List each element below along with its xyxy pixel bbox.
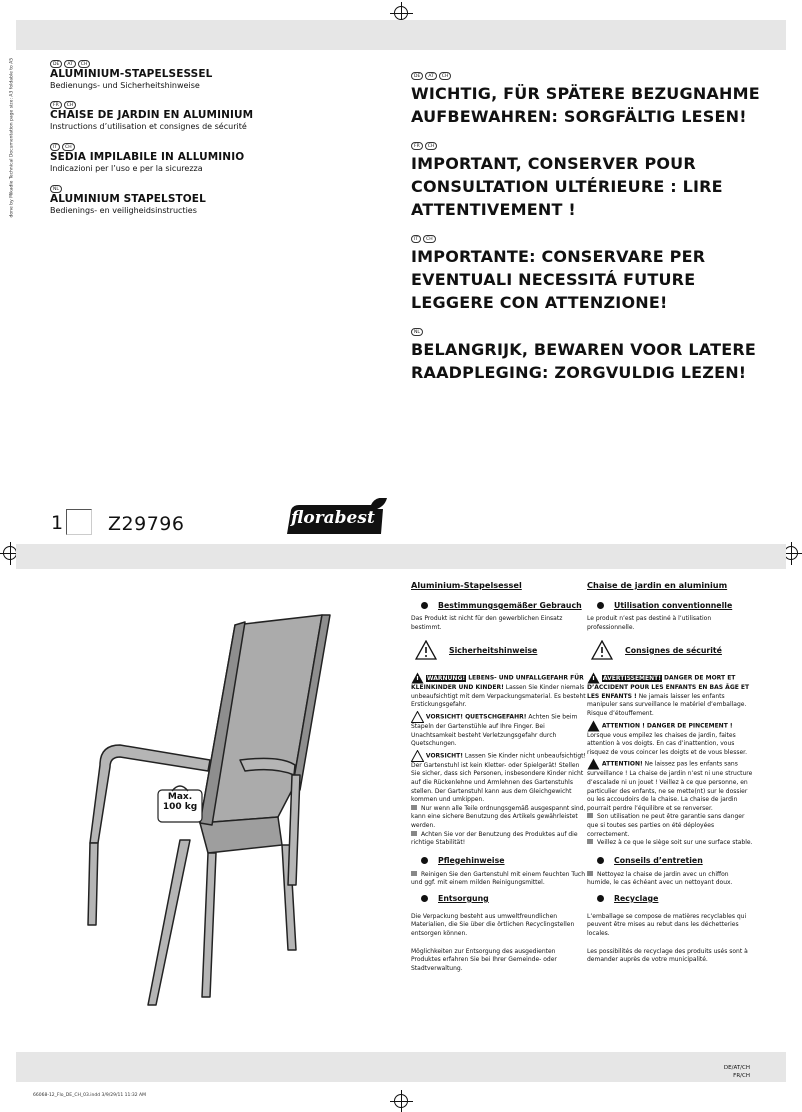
warning-text: AVERTISSEMENT! DANGER DE MORT ET D’ACCIDENT POUR LES ENFANTS EN BAS ÂGE ET LES ENFANTS ! Ne jamais laisser les enfants manipuler sans surveillance le matériel d’emballage. Risque d’étouffement.: [587, 672, 753, 718]
load-label-line2: 100 kg: [162, 802, 198, 812]
quantity-box: [66, 509, 92, 535]
warning-triangle-icon: [591, 640, 613, 660]
product-subtitle: Bedienungs- und Sicherheitshinweise: [50, 81, 200, 90]
title-nl: [50, 185, 380, 215]
safety-title: Sicherheitshinweise: [411, 640, 587, 660]
fr-column: [587, 580, 753, 965]
bullet-point: Achten Sie vor der Benutzung des Produktes auf die richtige Stabilität!: [411, 830, 578, 847]
title-fr: [50, 101, 380, 131]
top-band: [16, 20, 786, 50]
product-title: CHAISE DE JARDIN EN ALUMINIUM: [50, 109, 254, 121]
disposal-text: Die Verpackung besteht aus umweltfreundlichen Materialien, die Sie über die örtlichen Recyclingstellen entsorgen können.: [411, 912, 575, 938]
load-label: [158, 792, 202, 812]
intended-use-text: Das Produkt ist nicht für den gewerblichen Einsatz bestimmt.: [411, 615, 563, 631]
product-title: SEDIA IMPILABILE IN ALLUMINIO: [50, 151, 245, 163]
caution-text: VORSICHT! Lassen Sie Kinder nicht unbeaufsichtigt! Der Gartenstuhl ist kein Kletter- oder Spielgerät! Stellen Sie sicher, dass sich Personen, insbesondere Kinder nicht auf die Rückenlehne und Armlehnen des Gartenstuhls stellen. Der Gartenstuhl kann aus dem Gleichgewicht kommen und umkippen.: [411, 750, 587, 805]
footer-lang-codes-1: DE/AT/CH: [723, 1065, 750, 1071]
section-title: Utilisation conventionnelle: [587, 601, 753, 610]
crush-warning: VORSICHT! QUETSCHGEFAHR! Achten Sie beim Stapeln der Gartenstühle auf Ihre Finger. Bei Unachtsamkeit besteht Verletzungsgefahr durch Quetschungen.: [411, 711, 587, 749]
load-label-line1: Max.: [167, 792, 193, 802]
product-subtitle: Bedienings- en veiligheidsinstructies: [50, 206, 197, 215]
de-column: [411, 580, 587, 973]
bullet-point: Nettoyez la chaise de jardin avec un chiffon humide, le cas échéant avec un nettoyant doux.: [587, 870, 733, 887]
badge: CH: [439, 72, 452, 80]
bullet-point: Son utilisation ne peut être garantie sans danger que si toutes ses parties on été déployées correctement.: [587, 813, 745, 838]
badges-nl: [50, 185, 380, 193]
bullet-square-icon: [587, 813, 593, 818]
disposal-text: L’emballage se compose de matières recyclables qui peuvent être mises au rebut dans les déchetteries locales.: [587, 912, 747, 938]
bullet-icon: [597, 857, 604, 864]
badge: FR: [50, 101, 62, 109]
keep-notices: [411, 72, 781, 384]
registration-mark-right: [784, 546, 798, 560]
keep-notice-nl: BELANGRIJK, BEWAREN VOOR LATERE RAADPLEGING: ZORGVULDIG LEZEN!: [411, 340, 756, 382]
section-title: Bestimmungsgemäßer Gebrauch: [411, 601, 587, 610]
bullet-icon: [421, 857, 428, 864]
title-block: [50, 60, 380, 215]
bullet-square-icon: [411, 805, 417, 810]
badges-de: [411, 72, 781, 80]
badge: DE: [50, 60, 62, 68]
badge: CH: [423, 235, 436, 243]
brand-logo: [285, 498, 389, 534]
warning-icon: [411, 672, 424, 684]
chair-illustration: [60, 585, 345, 1020]
product-title: ALUMINIUM-STAPELSESSEL: [50, 68, 213, 80]
badge: AT: [64, 60, 75, 68]
bullet-icon: [597, 895, 604, 902]
bullet-icon: [597, 602, 604, 609]
article-number: Z29796: [108, 513, 185, 535]
section-title: Entsorgung: [411, 894, 587, 903]
registration-mark-top: [394, 6, 408, 20]
bottom-band: [16, 1052, 786, 1082]
section-title: Conseils d’entretien: [587, 856, 753, 865]
badge: IT: [411, 235, 421, 243]
product-title: ALUMINIUM STAPELSTOEL: [50, 193, 206, 205]
bullet-point: Reinigen Sie den Gartenstuhl mit einem feuchten Tuch und ggf. mit einem milden Reinigungsmittel.: [411, 870, 586, 887]
column-heading: Chaise de jardin en aluminium: [587, 580, 728, 590]
pinch-warning: ATTENTION ! DANGER DE PINCEMENT ! Lorsque vous empilez les chaises de jardin, faites attention à vos doigts. En cas d’inattention, vous risquez de vous coincer les doigts et de vous blesser.: [587, 720, 753, 758]
warning-icon: [587, 720, 600, 732]
product-subtitle: Instructions d’utilisation et consignes de sécurité: [50, 122, 247, 131]
badge: DE: [411, 72, 423, 80]
keep-notice-de: WICHTIG, FÜR SPÄTERE BEZUGNAHME AUFBEWAHREN: SORGFÄLTIG LESEN!: [411, 84, 760, 126]
badges-fr: [411, 142, 781, 150]
badge: AT: [425, 72, 436, 80]
badges-it: [50, 143, 380, 151]
keep-notice-fr: IMPORTANT, CONSERVER POUR CONSULTATION ULTÉRIEURE : LIRE ATTENTIVEMENT !: [411, 154, 723, 219]
warning-icon: [587, 672, 600, 684]
keep-notice-it: IMPORTANTE: CONSERVARE PER EVENTUALI NECESSITÁ FUTURE LEGGERE CON ATTENZIONE!: [411, 247, 706, 312]
disposal-text: Möglichkeiten zur Entsorgung des ausgedienten Produktes erfahren Sie bei Ihrer Gemeinde- oder Stadtverwaltung.: [411, 947, 557, 972]
badge: NL: [50, 185, 62, 193]
badges-fr: [50, 101, 380, 109]
disposal-text: Les possibilités de recyclage des produits usés sont à demander auprès de votre municipalité.: [587, 947, 748, 964]
badges-nl: [411, 328, 781, 336]
badge: CH: [425, 142, 438, 150]
bullet-point: Veillez à ce que le siège soit sur une surface stable.: [587, 839, 753, 848]
warning-text: WARNUNG! LEBENS- UND UNFALLGEFAHR FÜR KLEINKINDER UND KINDER! Lassen Sie Kinder niemals unbeaufsichtigt mit dem Verpackungsmaterial. Es besteht Erstickungsgefahr.: [411, 672, 587, 710]
caution-text: ATTENTION! Ne laissez pas les enfants sans surveillance ! La chaise de jardin n’est ni une structure d’escalade ni un jouet ! Veillez à ce que personne, en particulier des enfants, ne se mette(nt) sur le dossier ou les accoudoirs de la chaise. La chaise de jardin pourrait perdre l’équilibre et se renverser.: [587, 758, 753, 813]
title-it: [50, 143, 380, 173]
footer-lang-codes: [700, 1064, 750, 1080]
warning-icon: [587, 758, 600, 770]
caution-icon: [411, 750, 424, 762]
bullet-point: Nur wenn alle Teile ordnungsgemäß ausgespannt sind, kann eine sichere Benutzung des Artikels gewährleistet werden.: [411, 804, 586, 829]
bullet-icon: [421, 895, 428, 902]
badge: FR: [411, 142, 423, 150]
registration-mark-left: [3, 546, 17, 560]
badge: IT: [50, 143, 60, 151]
quantity: 1: [51, 512, 64, 534]
caution-icon: [411, 711, 424, 723]
registration-mark-bottom: [394, 1094, 408, 1108]
bullet-square-icon: [587, 839, 593, 844]
side-note: done by Mikadie Technical Documentation page size: A3 foldable to A5: [9, 57, 15, 218]
bullet-square-icon: [411, 831, 417, 836]
column-heading: Aluminium-Stapelsessel: [411, 580, 522, 590]
badge: CH: [64, 101, 77, 109]
section-title: Pflegehinweise: [411, 856, 587, 865]
badges-it: [411, 235, 781, 243]
intended-use-text: Le produit n’est pas destiné à l’utilisation professionnelle.: [587, 615, 712, 631]
badge: CH: [62, 143, 75, 151]
badges-de: [50, 60, 380, 68]
bullet-icon: [421, 602, 428, 609]
footer-lang-codes-2: FR/CH: [733, 1073, 750, 1079]
file-info: 66068-12_Flo_DE_CH_03.indd 3/9/29/11 11:32 AM: [33, 1093, 147, 1098]
brand-name: florabest: [291, 508, 375, 528]
middle-band: [16, 544, 786, 569]
badge: NL: [411, 328, 423, 336]
product-subtitle: Indicazioni per l’uso e per la sicurezza: [50, 164, 203, 173]
warning-triangle-icon: [415, 640, 437, 660]
title-de: [50, 60, 380, 90]
bullet-square-icon: [411, 871, 417, 876]
badge: CH: [78, 60, 91, 68]
safety-title: Consignes de sécurité: [587, 640, 753, 660]
bullet-square-icon: [587, 871, 593, 876]
section-title: Recyclage: [587, 894, 753, 903]
